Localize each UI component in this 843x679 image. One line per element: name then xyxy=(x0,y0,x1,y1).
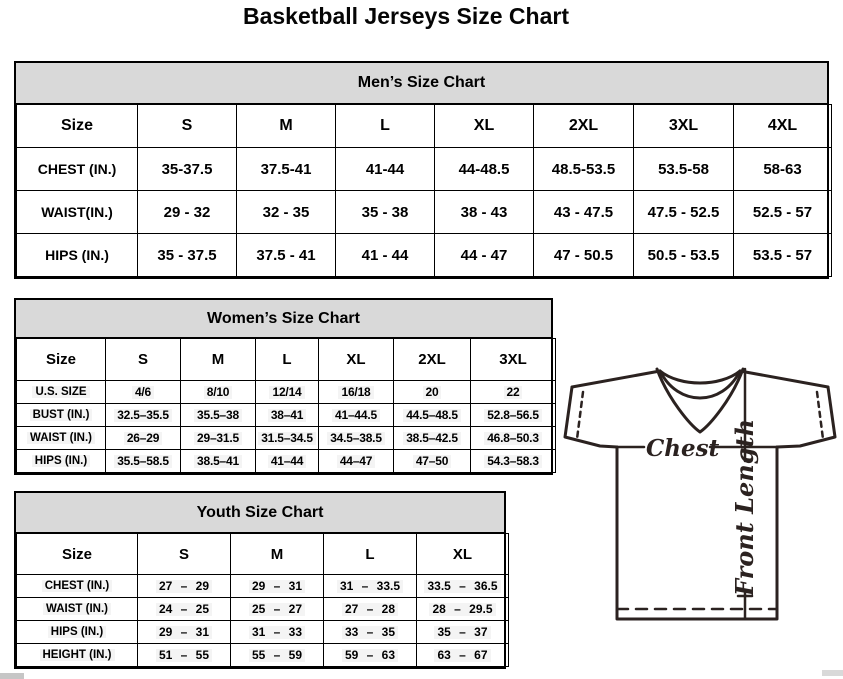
size-value-cell: 35 - 37.5 xyxy=(138,234,237,277)
size-value-cell xyxy=(324,575,417,598)
column-header: XL xyxy=(319,339,394,381)
mens-chart-caption: Men’s Size Chart xyxy=(16,63,827,104)
size-value-cell xyxy=(256,450,319,473)
table-row xyxy=(17,450,556,473)
size-value-cell xyxy=(256,381,319,404)
size-value-cell xyxy=(181,427,256,450)
size-value-cell-text: 28 – 29.5 xyxy=(429,603,495,616)
size-value-cell-text: 46.8–50.3 xyxy=(484,432,542,445)
size-value-cell xyxy=(181,404,256,427)
size-value-cell: 32 - 35 xyxy=(237,191,336,234)
size-value-cell xyxy=(471,381,556,404)
size-value-cell: 41-44 xyxy=(336,148,435,191)
size-value-cell xyxy=(231,644,324,667)
size-value-cell: 58-63 xyxy=(734,148,832,191)
header-row xyxy=(17,534,509,575)
table-row xyxy=(17,427,556,450)
size-value-cell xyxy=(471,450,556,473)
jersey-right-sleeve xyxy=(777,387,835,447)
size-value-cell-text: 4/6 xyxy=(132,386,154,399)
size-value-cell xyxy=(106,404,181,427)
size-value-cell: 48.5-53.5 xyxy=(534,148,634,191)
row-label xyxy=(17,427,106,450)
size-value-cell xyxy=(417,644,509,667)
size-value-cell xyxy=(138,621,231,644)
size-value-cell xyxy=(471,427,556,450)
row-label-text: HEIGHT (IN.) xyxy=(40,649,115,662)
size-value-cell: 53.5 - 57 xyxy=(734,234,832,277)
size-value-cell-text: 33 – 35 xyxy=(342,626,398,639)
size-column-header: Size xyxy=(17,534,138,575)
size-value-cell xyxy=(324,598,417,621)
table-row xyxy=(17,644,509,667)
size-value-cell-text: 24 – 25 xyxy=(156,603,212,616)
size-value-cell-text: 16/18 xyxy=(338,386,373,399)
size-column-header: Size xyxy=(17,339,106,381)
men-table xyxy=(16,104,832,277)
header-row xyxy=(17,339,556,381)
womens-chart-caption: Women’s Size Chart xyxy=(16,300,551,338)
column-header: XL xyxy=(435,105,534,148)
womens-size-chart-section xyxy=(14,298,553,475)
row-label: CHEST (IN.) xyxy=(17,148,138,191)
column-header: XL xyxy=(417,534,509,575)
size-value-cell xyxy=(181,450,256,473)
size-value-cell xyxy=(231,621,324,644)
size-value-cell-text: 8/10 xyxy=(204,386,233,399)
size-value-cell xyxy=(324,644,417,667)
row-label xyxy=(17,450,106,473)
row-label-text: HIPS (IN.) xyxy=(32,455,90,468)
size-value-cell-text: 26–29 xyxy=(124,432,162,445)
size-value-cell: 52.5 - 57 xyxy=(734,191,832,234)
table-row xyxy=(17,381,556,404)
size-value-cell-text: 31.5–34.5 xyxy=(258,432,316,445)
size-value-cell-text: 44.5–48.5 xyxy=(403,409,461,422)
size-value-cell-text: 12/14 xyxy=(269,386,304,399)
size-value-cell-text: 38.5–41 xyxy=(194,455,242,468)
jersey-measurement-diagram xyxy=(560,364,840,626)
size-value-cell xyxy=(138,598,231,621)
size-value-cell: 53.5-58 xyxy=(634,148,734,191)
size-value-cell-text: 33.5 – 36.5 xyxy=(424,580,500,593)
size-value-cell: 47.5 - 52.5 xyxy=(634,191,734,234)
size-value-cell: 44-48.5 xyxy=(435,148,534,191)
size-value-cell-text: 55 – 59 xyxy=(249,649,305,662)
column-header: L xyxy=(336,105,435,148)
scrollbar-fragment-right[interactable] xyxy=(822,670,843,676)
size-value-cell: 37.5 - 41 xyxy=(237,234,336,277)
size-value-cell xyxy=(319,381,394,404)
size-value-cell-text: 44–47 xyxy=(337,455,375,468)
size-value-cell-text: 27 – 28 xyxy=(342,603,398,616)
size-value-cell xyxy=(471,404,556,427)
youth-chart-caption: Youth Size Chart xyxy=(16,493,504,533)
size-value-cell xyxy=(417,598,509,621)
table-row xyxy=(17,148,832,191)
column-header: S xyxy=(138,534,231,575)
column-header: M xyxy=(181,339,256,381)
size-value-cell-text: 20 xyxy=(423,386,442,399)
column-header: 2XL xyxy=(394,339,471,381)
size-value-cell xyxy=(138,575,231,598)
header-row xyxy=(17,105,832,148)
size-value-cell xyxy=(138,644,231,667)
size-value-cell-text: 25 – 27 xyxy=(249,603,305,616)
row-label-text: U.S. SIZE xyxy=(32,386,89,399)
column-header: S xyxy=(138,105,237,148)
size-value-cell: 47 - 50.5 xyxy=(534,234,634,277)
size-value-cell xyxy=(231,598,324,621)
column-header: 4XL xyxy=(734,105,832,148)
row-label xyxy=(17,644,138,667)
table-row xyxy=(17,404,556,427)
size-value-cell xyxy=(256,404,319,427)
size-value-cell: 50.5 - 53.5 xyxy=(634,234,734,277)
size-value-cell: 35 - 38 xyxy=(336,191,435,234)
size-value-cell-text: 38.5–42.5 xyxy=(403,432,461,445)
table-row xyxy=(17,598,509,621)
size-value-cell xyxy=(394,381,471,404)
row-label xyxy=(17,621,138,644)
column-header: M xyxy=(237,105,336,148)
size-value-cell: 41 - 44 xyxy=(336,234,435,277)
size-value-cell: 29 - 32 xyxy=(138,191,237,234)
size-value-cell-text: 31 – 33 xyxy=(249,626,305,639)
size-value-cell-text: 41–44 xyxy=(268,455,306,468)
size-value-cell-text: 51 – 55 xyxy=(156,649,212,662)
size-value-cell-text: 35.5–58.5 xyxy=(114,455,172,468)
jersey-collar-top-arc xyxy=(660,371,740,383)
size-value-cell xyxy=(324,621,417,644)
size-value-cell-text: 32.5–35.5 xyxy=(114,409,172,422)
size-value-cell-text: 29 – 31 xyxy=(249,580,305,593)
jersey-right-shoulder-line xyxy=(740,371,828,387)
row-label: HIPS (IN.) xyxy=(17,234,138,277)
row-label: WAIST(IN.) xyxy=(17,191,138,234)
column-header: 3XL xyxy=(634,105,734,148)
size-value-cell-text: 35 – 37 xyxy=(434,626,490,639)
size-value-cell-text: 35.5–38 xyxy=(194,409,242,422)
column-header: L xyxy=(324,534,417,575)
size-value-cell-text: 31 – 33.5 xyxy=(337,580,403,593)
size-value-cell-text: 63 – 67 xyxy=(434,649,490,662)
size-column-header: Size xyxy=(17,105,138,148)
row-label-text: BUST (IN.) xyxy=(30,409,93,422)
size-value-cell xyxy=(319,427,394,450)
row-label-text: CHEST (IN.) xyxy=(42,580,113,593)
row-label xyxy=(17,575,138,598)
jersey-left-sleeve xyxy=(565,387,617,447)
size-value-cell-text: 47–50 xyxy=(413,455,451,468)
column-header: 2XL xyxy=(534,105,634,148)
mens-size-chart-section xyxy=(14,61,829,279)
size-value-cell xyxy=(394,427,471,450)
row-label-text: WAIST (IN.) xyxy=(27,432,95,445)
table-row xyxy=(17,191,832,234)
size-value-cell-text: 54.3–58.3 xyxy=(484,455,542,468)
youth-size-chart-section xyxy=(14,491,506,669)
size-value-cell xyxy=(181,381,256,404)
size-value-cell-text: 59 – 63 xyxy=(342,649,398,662)
column-header: 3XL xyxy=(471,339,556,381)
size-value-cell xyxy=(417,621,509,644)
size-value-cell-text: 22 xyxy=(504,386,523,399)
column-header: M xyxy=(231,534,324,575)
jersey-left-shoulder-line xyxy=(572,371,660,387)
size-value-cell xyxy=(417,575,509,598)
size-value-cell xyxy=(394,450,471,473)
size-value-cell: 44 - 47 xyxy=(435,234,534,277)
row-label xyxy=(17,404,106,427)
size-value-cell-text: 29 – 31 xyxy=(156,626,212,639)
size-value-cell: 37.5-41 xyxy=(237,148,336,191)
table-row xyxy=(17,621,509,644)
column-header: L xyxy=(256,339,319,381)
row-label-text: HIPS (IN.) xyxy=(48,626,106,639)
size-value-cell-text: 29–31.5 xyxy=(194,432,242,445)
women-table xyxy=(16,338,556,473)
size-value-cell-text: 41–44.5 xyxy=(332,409,380,422)
size-value-cell-text: 34.5–38.5 xyxy=(327,432,385,445)
size-value-cell xyxy=(394,404,471,427)
jersey-right-cuff-dashed-line xyxy=(817,392,823,439)
size-value-cell xyxy=(319,404,394,427)
size-value-cell xyxy=(106,450,181,473)
page-title: Basketball Jerseys Size Chart xyxy=(242,3,569,29)
size-value-cell: 35-37.5 xyxy=(138,148,237,191)
size-value-cell-text: 27 – 29 xyxy=(156,580,212,593)
size-value-cell xyxy=(319,450,394,473)
size-value-cell xyxy=(256,427,319,450)
size-value-cell-text: 52.8–56.5 xyxy=(484,409,542,422)
table-row xyxy=(17,575,509,598)
jersey-left-cuff-dashed-line xyxy=(577,392,583,439)
row-label xyxy=(17,381,106,404)
row-label xyxy=(17,598,138,621)
size-value-cell xyxy=(106,427,181,450)
table-row xyxy=(17,234,832,277)
front-length-measurement-label: Front Length xyxy=(730,418,759,596)
chest-measurement-label: Chest xyxy=(646,435,720,462)
size-value-cell xyxy=(106,381,181,404)
size-value-cell: 38 - 43 xyxy=(435,191,534,234)
size-value-cell: 43 - 47.5 xyxy=(534,191,634,234)
size-value-cell-text: 38–41 xyxy=(268,409,306,422)
column-header: S xyxy=(106,339,181,381)
youth-table xyxy=(16,533,509,667)
size-value-cell xyxy=(231,575,324,598)
scrollbar-fragment-left[interactable] xyxy=(0,673,24,679)
row-label-text: WAIST (IN.) xyxy=(43,603,111,616)
